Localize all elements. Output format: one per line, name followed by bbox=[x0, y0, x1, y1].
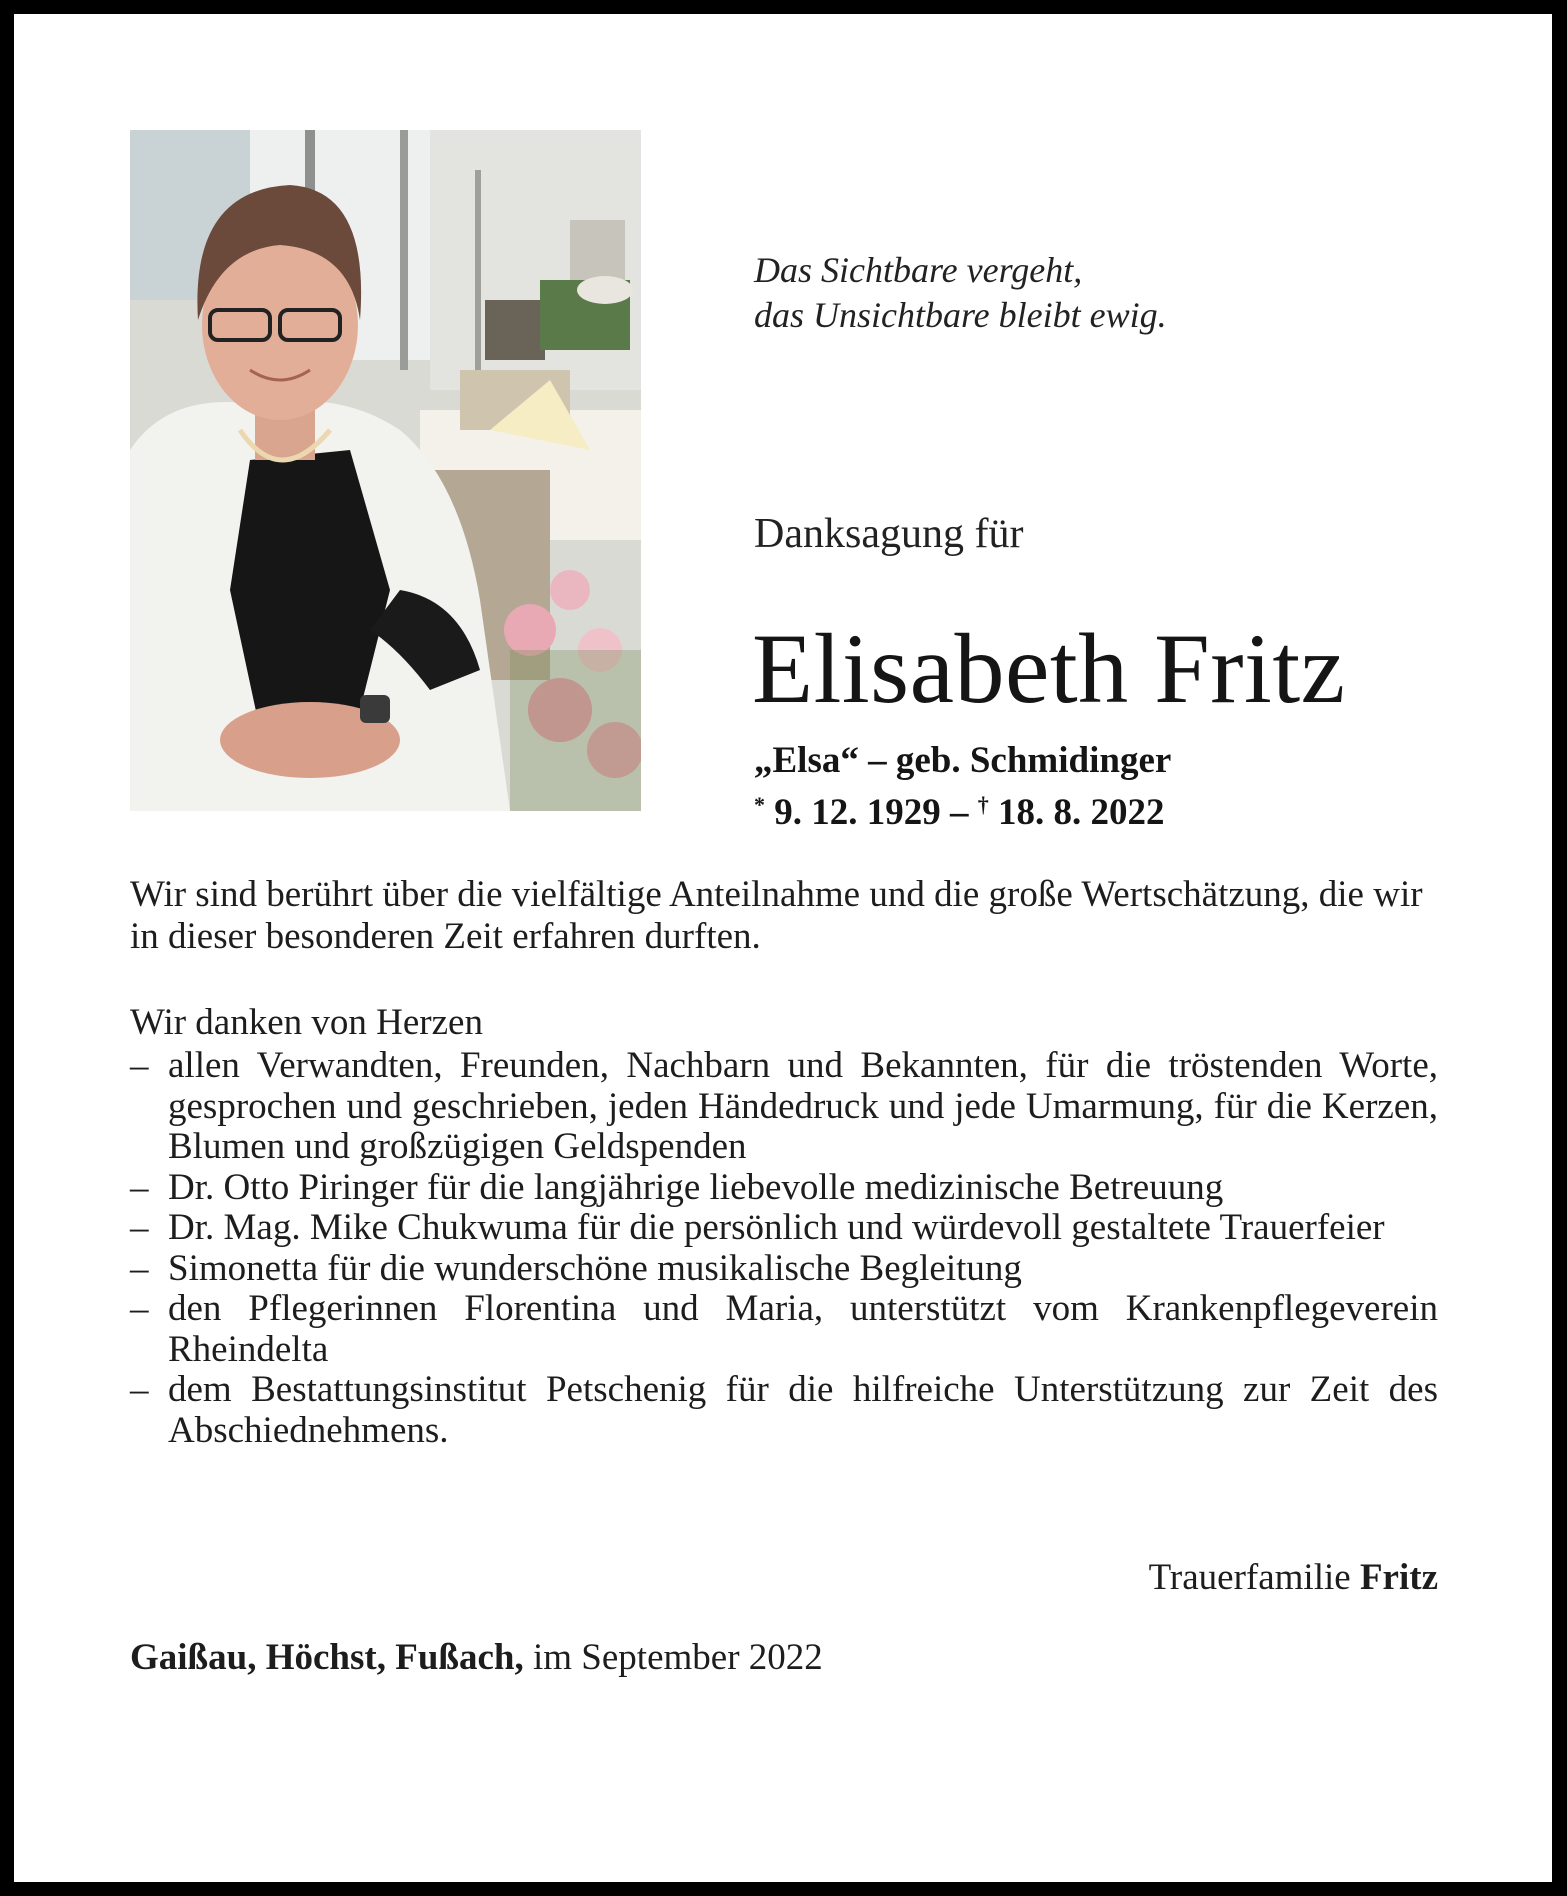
place-towns: Gaißau, Höchst, Fußach, bbox=[130, 1637, 524, 1678]
thanks-list bbox=[130, 1046, 1438, 1451]
signature-prefix: Trauerfamilie bbox=[1148, 1557, 1351, 1598]
thanks-item bbox=[130, 1289, 1438, 1370]
thanks-item bbox=[130, 1370, 1438, 1451]
thanks-item-text: Dr. Otto Piringer für die langjährige liebevolle medizinische Betreuung bbox=[168, 1166, 1224, 1208]
list-dash: – bbox=[130, 1247, 149, 1289]
death-symbol: † bbox=[977, 792, 989, 817]
birth-date: 9. 12. 1929 bbox=[774, 792, 941, 833]
danksagung-heading: Danksagung für bbox=[754, 511, 1024, 557]
nickname-line: „Elsa“ – geb. Schmidinger bbox=[754, 740, 1172, 781]
thanks-heading: Wir danken von Herzen bbox=[130, 1002, 483, 1043]
motto bbox=[754, 248, 1167, 338]
list-dash: – bbox=[130, 1288, 149, 1329]
intro-paragraph bbox=[130, 874, 1438, 958]
obituary-page bbox=[14, 14, 1552, 1882]
signature-family: Fritz bbox=[1359, 1557, 1438, 1598]
death-date: 18. 8. 2022 bbox=[998, 792, 1165, 833]
thanks-item bbox=[130, 1168, 1438, 1209]
list-dash: – bbox=[130, 1166, 149, 1208]
list-dash: – bbox=[130, 1369, 149, 1410]
list-dash: – bbox=[130, 1207, 149, 1248]
thanks-item-text: allen Verwandten, Freunden, Nachbarn und Bekannten, für die tröstenden Worte, gesprochen und geschrieben, jeden Händedruck und jede Umarmung, für die Kerzen, Blumen und großzügigen Geldspenden bbox=[168, 1045, 1438, 1167]
thanks-item-text: den Pflegerinnen Florentina und Maria, unterstützt vom Krankenpflegeverein Rheindelta bbox=[168, 1288, 1438, 1370]
deceased-name: Elisabeth Fritz bbox=[752, 613, 1346, 724]
portrait-photo bbox=[130, 130, 641, 811]
motto-line-1: Das Sichtbare vergeht, bbox=[754, 250, 1083, 290]
thanks-item-text: Dr. Mag. Mike Chukwuma für die persönlich und würdevoll gestaltete Trauerfeier bbox=[168, 1207, 1385, 1248]
intro-text: Wir sind berührt über die vielfältige Anteilnahme und die große Wertschätzung, die wir in dieser besonderen Zeit erfahren durften. bbox=[130, 874, 1423, 957]
portrait-image bbox=[130, 130, 641, 811]
date-separator: – bbox=[940, 792, 978, 833]
thanks-item-text: dem Bestattungsinstitut Petschenig für die hilfreiche Unterstützung zur Zeit des Abschiednehmens. bbox=[168, 1369, 1438, 1451]
place-date bbox=[130, 1636, 823, 1679]
signature bbox=[1149, 1556, 1438, 1599]
list-dash: – bbox=[130, 1045, 149, 1086]
thanks-item bbox=[130, 1208, 1438, 1249]
motto-line-2: das Unsichtbare bleibt ewig. bbox=[754, 295, 1167, 335]
place-date-text: im September 2022 bbox=[532, 1637, 823, 1678]
thanks-item bbox=[130, 1249, 1438, 1290]
thanks-item-text: Simonetta für die wunderschöne musikalische Begleitung bbox=[168, 1247, 1022, 1289]
birth-symbol: * bbox=[754, 792, 765, 817]
thanks-item bbox=[130, 1046, 1438, 1168]
life-dates bbox=[754, 782, 1165, 835]
